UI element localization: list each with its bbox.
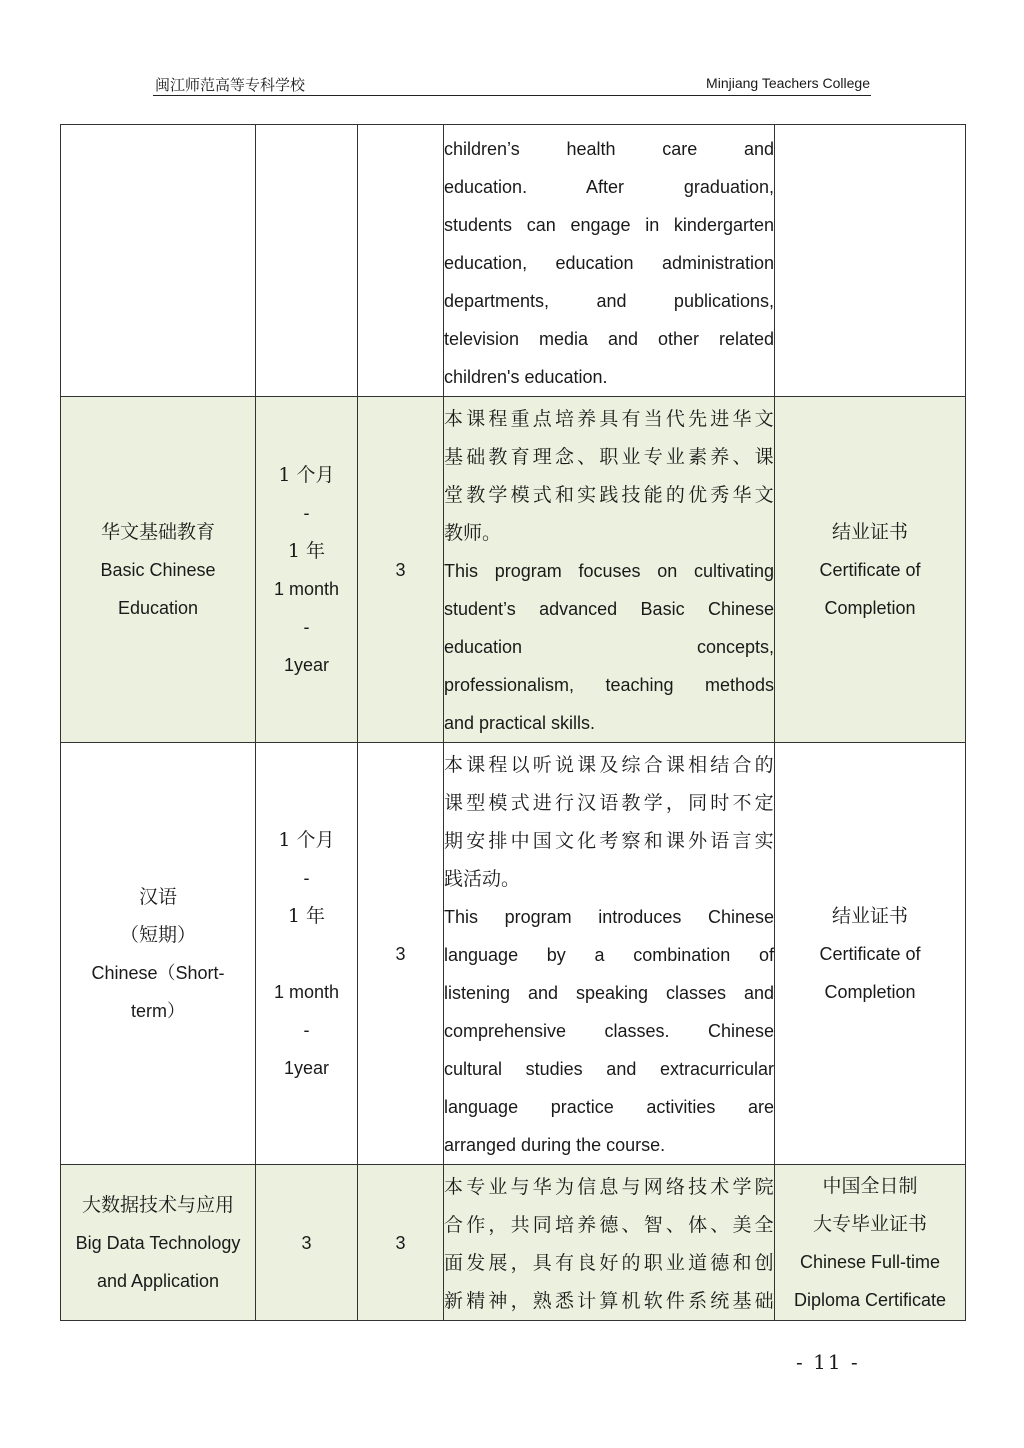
certificate-cell (775, 743, 966, 1165)
duration-cell (256, 743, 358, 1165)
program-name-en: Education (117, 597, 199, 618)
table-row (61, 125, 966, 397)
program-cell (61, 1165, 256, 1321)
description-cell (444, 1165, 775, 1321)
duration-line (256, 935, 357, 973)
desc-en-line: cultural studies and extracurricular (444, 1059, 774, 1079)
program-name-en: Basic Chinese (100, 559, 216, 580)
program-name-cn: 华文基础教育 (100, 520, 215, 543)
table-row (61, 743, 966, 1165)
desc-en-line: arranged during the course. (444, 1135, 666, 1155)
certificate-name-en: Diploma Certificate (793, 1289, 947, 1310)
duration-line: - (303, 502, 310, 523)
desc-en-line: education. After graduation, (444, 177, 774, 197)
desc-cn-line: 本专业与华为信息与网络技术学院 (444, 1176, 774, 1198)
duration-line: 1 month (273, 981, 340, 1002)
years-cell: 3 (358, 1165, 444, 1321)
desc-cn-line: 本课程重点培养具有当代先进华文 (444, 408, 774, 430)
years-cell: 3 (358, 397, 444, 743)
desc-en-line: comprehensive classes. Chinese (444, 1021, 774, 1041)
certificate-cell (775, 397, 966, 743)
duration-line: 1 个月 (278, 463, 335, 486)
certificate-name-cn: 大专毕业证书 (812, 1212, 927, 1235)
desc-en-line: This program introduces Chinese (444, 907, 774, 927)
duration-line: 1year (283, 654, 330, 675)
desc-en-line: and practical skills. (444, 713, 596, 733)
duration-line: 1 个月 (278, 828, 335, 851)
program-cell (61, 397, 256, 743)
table-row (61, 397, 966, 743)
desc-cn-line: 新精神，熟悉计算机软件系统基础 (444, 1290, 774, 1312)
desc-cn-line: 堂教学模式和实践技能的优秀华文 (444, 484, 774, 506)
desc-en-line: children’s health care and (444, 139, 774, 159)
certificate-name-cn: 中国全日制 (822, 1174, 918, 1197)
description-cell (444, 125, 775, 397)
certificate-cell (775, 1165, 966, 1321)
desc-en-line: education, education administration (444, 253, 774, 273)
program-name-cn: 汉语 (138, 885, 177, 908)
program-cell (61, 743, 256, 1165)
program-name-en: Big Data Technology (75, 1232, 241, 1253)
desc-cn-line: 基础教育理念、职业专业素养、课 (444, 446, 774, 468)
desc-cn-line: 践活动。 (444, 868, 521, 890)
years-cell: 3 (358, 743, 444, 1165)
header-divider (153, 95, 871, 96)
desc-en-line: television media and other related (444, 329, 774, 349)
duration-line: 1 年 (287, 904, 326, 927)
description-cell (444, 743, 775, 1165)
program-name-cn: 大数据技术与应用 (81, 1193, 234, 1216)
description-cell (444, 397, 775, 743)
certificate-name-cn: 结业证书 (831, 520, 908, 543)
desc-cn-line: 课型模式进行汉语教学，同时不定 (444, 792, 774, 814)
duration-line: - (303, 616, 310, 637)
desc-en-line: professionalism, teaching methods (444, 675, 774, 695)
desc-en-line: This program focuses on cultivating (444, 561, 774, 581)
desc-cn-line: 合作，共同培养德、智、体、美全 (444, 1214, 774, 1236)
desc-cn-line: 教师。 (444, 522, 502, 544)
program-name-en: Chinese（Short- (91, 962, 225, 983)
program-name-en: term） (131, 1000, 185, 1021)
desc-en-line: education concepts, (444, 637, 774, 657)
duration-line: 1year (283, 1057, 330, 1078)
desc-en-line: language practice activities are (444, 1097, 774, 1117)
desc-cn-line: 面发展，具有良好的职业道德和创 (444, 1252, 774, 1274)
desc-en-line: children's education. (444, 367, 608, 387)
duration-line: 1 month (273, 578, 340, 599)
program-name-cn: （短期） (119, 923, 196, 946)
table-row (61, 1165, 966, 1321)
certificate-name-cn: 结业证书 (831, 904, 908, 927)
duration-cell (256, 125, 358, 397)
duration-line: - (303, 1019, 310, 1040)
duration-cell: 3 (256, 1165, 358, 1321)
page-number: - 11 - (796, 1350, 860, 1374)
desc-cn-line: 本课程以听说课及综合课相结合的 (444, 754, 774, 776)
desc-cn-line: 期安排中国文化考察和课外语言实 (444, 830, 774, 852)
programs-table (60, 124, 966, 1321)
desc-en-line: language by a combination of (444, 945, 774, 965)
header-college-name-cn: 闽江师范高等专科学校 (155, 76, 306, 94)
certificate-name-en: Certificate of (819, 943, 921, 964)
certificate-name-en: Certificate of (819, 559, 921, 580)
desc-en-line: student’s advanced Basic Chinese (444, 599, 774, 619)
certificate-name-en: Chinese Full-time (799, 1251, 941, 1272)
duration-line: 1 年 (287, 539, 326, 562)
certificate-name-en: Completion (824, 597, 916, 618)
header-college-name-en: Minjiang Teachers College (706, 75, 870, 91)
program-cell (61, 125, 256, 397)
certificate-name-en: Completion (824, 981, 916, 1002)
program-name-en: and Application (96, 1270, 220, 1291)
years-cell (358, 125, 444, 397)
duration-cell (256, 397, 358, 743)
desc-en-line: listening and speaking classes and (444, 983, 774, 1003)
certificate-cell (775, 125, 966, 397)
duration-line: - (303, 867, 310, 888)
desc-en-line: students can engage in kindergarten (444, 215, 774, 235)
desc-en-line: departments, and publications, (444, 291, 774, 311)
